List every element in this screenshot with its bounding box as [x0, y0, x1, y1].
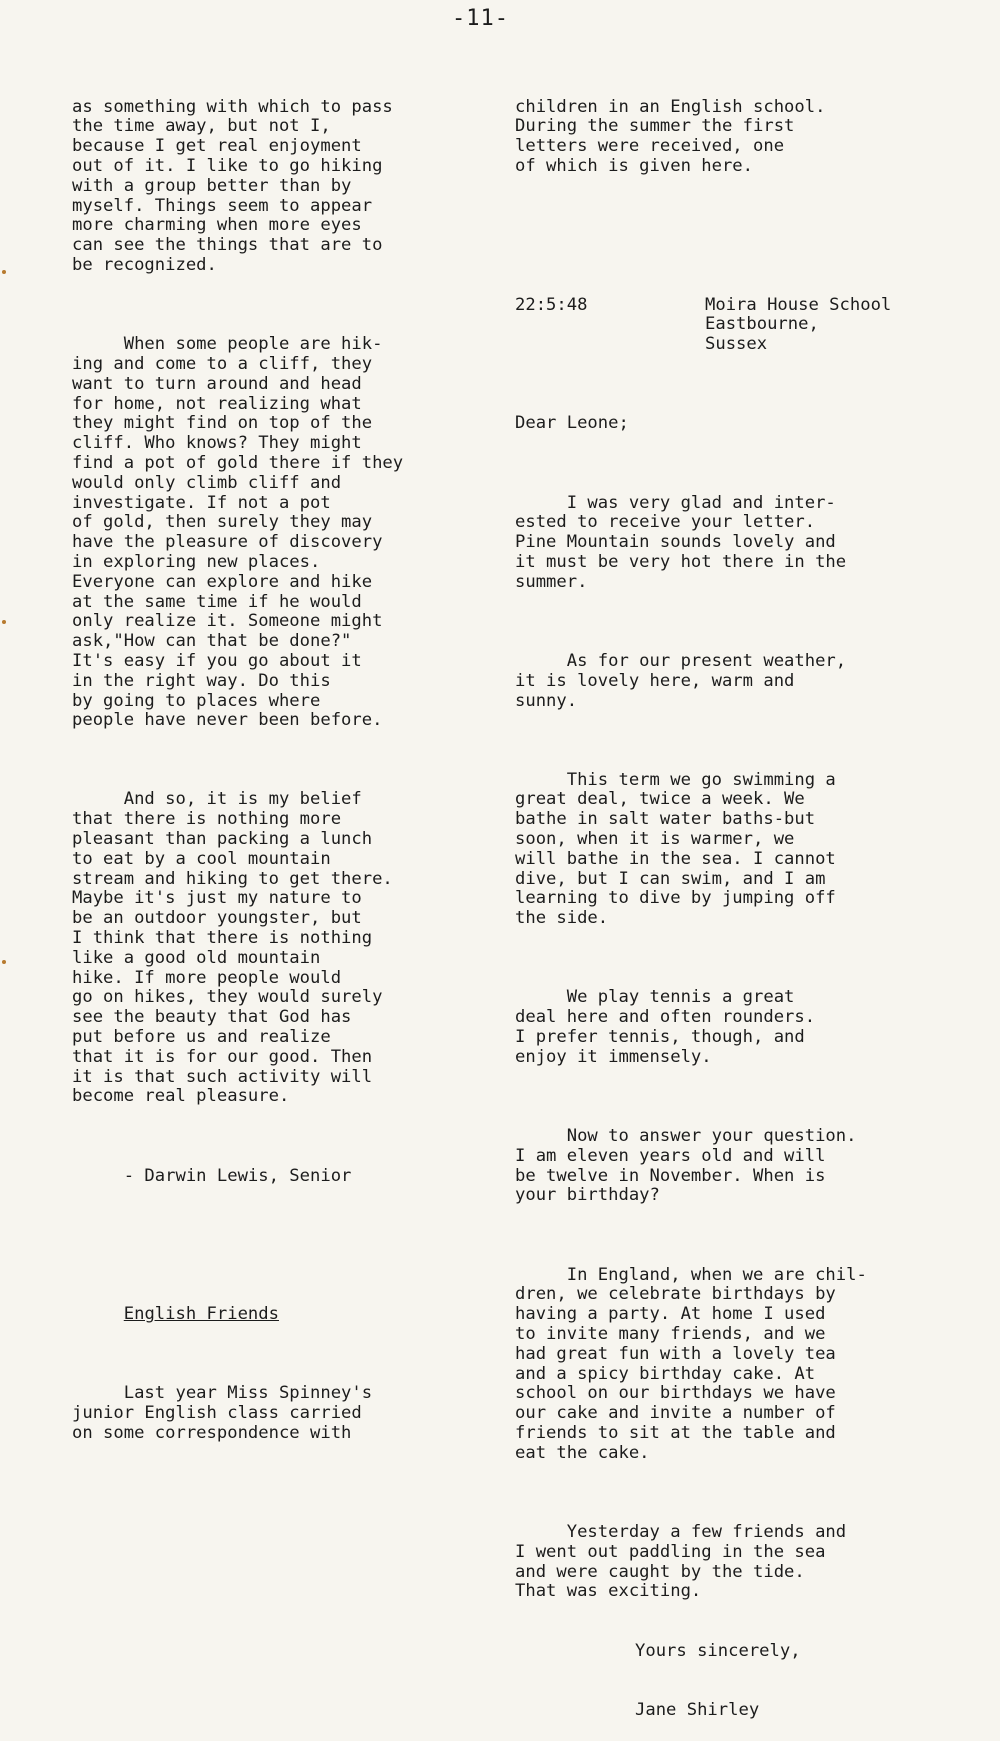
text-line: bathe in salt water baths-but: [515, 809, 816, 830]
text-line: letters were received, one: [515, 136, 785, 157]
text-line: ing and come to a cliff, they: [72, 353, 373, 374]
text-line: more charming when more eyes: [72, 215, 362, 236]
text-line: to eat by a cool mountain: [72, 848, 331, 869]
text-line: put before us and realize: [72, 1027, 331, 1048]
essay-paragraph-3: [72, 790, 472, 1107]
text-line: that it is for our good. Then: [72, 1046, 373, 1067]
essay-paragraph-2: [72, 335, 472, 731]
text-line: eat the cake.: [515, 1442, 650, 1463]
text-line: In England, when we are chil-: [515, 1264, 867, 1285]
text-line: people have never been before.: [72, 710, 383, 731]
letter-paragraph-7: [515, 1523, 935, 1602]
text-line: your birthday?: [515, 1185, 660, 1206]
text-line: have the pleasure of discovery: [72, 532, 383, 553]
essay-signature: - Darwin Lewis, Senior: [72, 1165, 352, 1186]
text-line: ask,"How can that be done?": [72, 631, 352, 652]
text-line: it must be very hot there in the: [515, 551, 847, 572]
text-line: Pine Mountain sounds lovely and: [515, 532, 836, 553]
text-line: go on hikes, they would surely: [72, 987, 383, 1008]
text-line: stream and hiking to get there.: [72, 868, 393, 889]
text-line: become real pleasure.: [72, 1086, 290, 1107]
text-line: I went out paddling in the sea: [515, 1541, 826, 1562]
text-line: be twelve in November. When is: [515, 1165, 826, 1186]
text-line: in exploring new places.: [72, 551, 321, 572]
text-line: I am eleven years old and will: [515, 1145, 826, 1166]
letter-paragraph-3: [515, 771, 935, 929]
text-line: they might find on top of the: [72, 413, 373, 434]
text-line: of which is given here.: [515, 155, 753, 176]
text-line: deal here and often rounders.: [515, 1007, 816, 1028]
text-line: When some people are hik-: [72, 334, 383, 355]
text-line: cliff. Who knows? They might: [72, 433, 362, 454]
letter-header: [515, 296, 935, 355]
letter-paragraph-4: [515, 988, 935, 1067]
text-line: to invite many friends, and we: [515, 1324, 826, 1344]
text-line: Everyone can explore and hike: [72, 571, 373, 592]
text-line: pleasant than packing a lunch: [72, 829, 373, 850]
text-line: hike. If more people would: [72, 967, 342, 988]
text-line: myself. Things seem to appear: [72, 195, 373, 216]
text-line: Maybe it's just my nature to: [72, 888, 362, 909]
text-line: can see the things that are to: [72, 235, 383, 256]
text-line: We play tennis a great: [515, 987, 795, 1008]
text-line: I was very glad and inter-: [515, 492, 836, 513]
text-line: see the beauty that God has: [72, 1007, 352, 1028]
binding-hole-mark: [2, 620, 6, 624]
text-line: our cake and invite a number of: [515, 1403, 836, 1424]
text-line: great deal, twice a week. We: [515, 789, 805, 810]
text-line: it is lovely here, warm and: [515, 670, 795, 691]
binding-hole-mark: [2, 270, 6, 274]
text-line: dren, we celebrate birthdays by: [515, 1284, 836, 1305]
text-line: the time away, but not I,: [72, 116, 331, 137]
left-column: [72, 58, 472, 1483]
letter-address: [705, 296, 891, 355]
text-line: investigate. If not a pot: [72, 492, 331, 513]
text-line: find a pot of gold there if they: [72, 452, 404, 473]
text-line: had great fun with a lovely tea: [515, 1343, 836, 1364]
letter-paragraph-1: [515, 494, 935, 593]
letter-paragraph-5: [515, 1127, 935, 1206]
text-line: Moira House School: [705, 294, 892, 315]
text-line: As for our present weather,: [515, 650, 847, 671]
letter-signature: [515, 1701, 935, 1721]
text-line: at the same time if he would: [72, 591, 362, 612]
text-line: and were caught by the tide.: [515, 1561, 805, 1582]
letter-closing-text: Yours sincerely,: [635, 1640, 801, 1661]
intro-paragraph: [515, 98, 935, 177]
text-line: Yesterday a few friends and: [515, 1521, 847, 1542]
text-line: Last year Miss Spinney's: [72, 1383, 373, 1404]
text-line: This term we go swimming a: [515, 769, 836, 790]
text-line: junior English class carried: [72, 1403, 362, 1424]
text-line: will bathe in the sea. I cannot: [515, 848, 836, 869]
text-line: want to turn around and head: [72, 373, 362, 394]
letter-paragraph-6: [515, 1266, 935, 1464]
text-line: for home, not realizing what: [72, 393, 362, 414]
binding-hole-mark: [2, 960, 6, 964]
text-line: would only climb cliff and: [72, 472, 342, 493]
text-line: children in an English school.: [515, 96, 826, 117]
letter-signature-text: Jane Shirley: [635, 1700, 760, 1721]
text-line: dive, but I can swim, and I am: [515, 868, 826, 889]
text-line: in the right way. Do this: [72, 670, 331, 691]
text-line: That was exciting.: [515, 1581, 702, 1602]
text-line: enjoy it immensely.: [515, 1046, 712, 1067]
letter-date: 22:5:48: [515, 294, 588, 315]
text-line: Now to answer your question.: [515, 1126, 857, 1147]
text-line: sunny.: [515, 690, 578, 711]
english-friends-heading-text: English Friends: [123, 1304, 279, 1325]
right-column: [515, 58, 935, 1741]
letter-paragraph-2: [515, 652, 935, 711]
letter-closing: [515, 1642, 935, 1662]
text-line: that there is nothing more: [72, 809, 342, 830]
text-line: of gold, then surely they may: [72, 512, 373, 533]
text-line: because I get real enjoyment: [72, 136, 362, 157]
text-line: soon, when it is warmer, we: [515, 829, 795, 850]
text-line: It's easy if you go about it: [72, 650, 362, 671]
text-line: having a party. At home I used: [515, 1304, 826, 1325]
text-line: During the summer the first: [515, 116, 795, 137]
text-line: the side.: [515, 908, 609, 929]
text-line: as something with which to pass: [72, 96, 393, 117]
english-friends-paragraph: [72, 1384, 472, 1443]
text-line: with a group better than by: [72, 175, 352, 196]
text-line: summer.: [515, 571, 588, 592]
text-line: Sussex: [705, 334, 768, 355]
text-line: And so, it is my belief: [72, 789, 362, 810]
page-number: -11-: [452, 6, 509, 31]
text-line: ested to receive your letter.: [515, 512, 816, 533]
text-line: be recognized.: [72, 254, 217, 275]
text-line: be an outdoor youngster, but: [72, 908, 362, 929]
section-heading-english-friends: [72, 1305, 472, 1325]
text-line: it is that such activity will: [72, 1066, 373, 1087]
text-line: Eastbourne,: [705, 314, 819, 335]
text-line: school on our birthdays we have: [515, 1383, 836, 1404]
letter-salutation: Dear Leone;: [515, 413, 629, 434]
text-line: I think that there is nothing: [72, 928, 373, 949]
text-line: learning to dive by jumping off: [515, 888, 836, 909]
text-line: by going to places where: [72, 690, 321, 711]
text-line: out of it. I like to go hiking: [72, 155, 383, 176]
essay-paragraph-1: [72, 98, 472, 276]
text-line: like a good old mountain: [72, 947, 321, 968]
text-line: only realize it. Someone might: [72, 611, 383, 632]
text-line: and a spicy birthday cake. At: [515, 1363, 816, 1384]
text-line: I prefer tennis, though, and: [515, 1027, 805, 1048]
text-line: friends to sit at the table and: [515, 1422, 836, 1443]
text-line: on some correspondence with: [72, 1422, 352, 1443]
